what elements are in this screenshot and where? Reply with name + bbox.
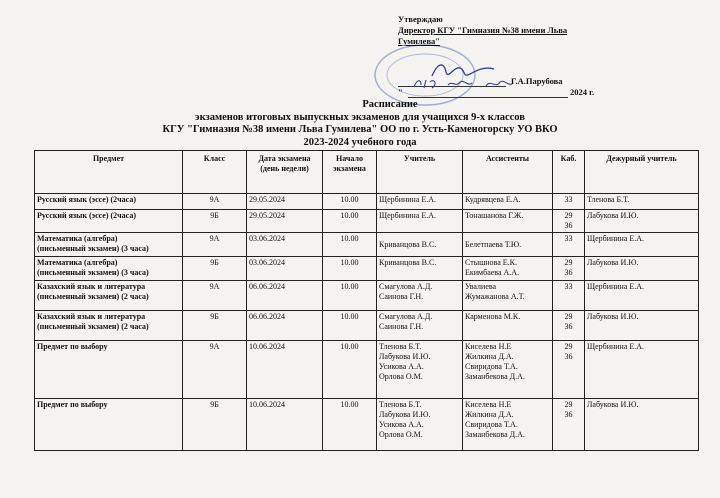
cell-cab-line: 36 — [564, 352, 573, 361]
cell-duty: Щербинина Е.А. — [585, 281, 699, 311]
cell-cab-line: 36 — [564, 268, 573, 277]
cell-date: 06.06.2024 — [247, 281, 323, 311]
cell-date: 29.05.2024 — [247, 194, 323, 210]
handwritten-date — [408, 76, 518, 92]
cell-start: 10.00 — [323, 399, 377, 451]
approval-year: 2024 г. — [570, 87, 595, 97]
cell-teacher-line: Лабукова И.Ю. — [379, 352, 431, 361]
table-row — [35, 399, 699, 451]
cell-class: 9А — [183, 281, 247, 311]
title-line-3: КГУ "Гимназия №38 имени Льва Гумилева" ОО по г. Усть-Каменогорску УО ВКО — [162, 124, 558, 135]
cell-cab — [553, 281, 585, 311]
cell-subject — [35, 194, 183, 210]
cell-teacher-line: Орлова О.М. — [379, 430, 423, 439]
cell-start: 10.00 — [323, 257, 377, 281]
cell-subject-line: Математика (алгебра) — [37, 258, 118, 267]
table-header-row — [35, 151, 699, 194]
cell-cab — [553, 399, 585, 451]
col-header-teacher: Учитель — [377, 151, 463, 194]
col-header-class: Класс — [183, 151, 247, 194]
col-header-cab: Каб. — [553, 151, 585, 194]
cell-subject-line: (письменный экзамен) (2 часа) — [37, 322, 149, 331]
cell-teacher — [377, 399, 463, 451]
cell-assistants — [463, 311, 553, 341]
cell-cab — [553, 210, 585, 233]
director-line-1: Директор КГУ "Гимназия №38 имени Льва — [398, 25, 568, 35]
cell-subject-line: Математика (алгебра) — [37, 234, 118, 243]
cell-class: 9Б — [183, 210, 247, 233]
cell-duty: Лабукова И.Ю. — [585, 399, 699, 451]
cell-subject-line: Казахский язык и литература — [37, 312, 146, 321]
cell-assistants — [463, 281, 553, 311]
cell-subject — [35, 341, 183, 399]
cell-start: 10.00 — [323, 281, 377, 311]
cell-subject-line: Предмет по выбору — [37, 342, 108, 351]
cell-cab-line: 33 — [564, 195, 573, 204]
cell-date: 10.06.2024 — [247, 341, 323, 399]
cell-teacher-line: Криванцова В.С. — [379, 239, 437, 249]
cell-subject — [35, 233, 183, 257]
cell-teacher-line: Тленова Б.Т. — [379, 342, 422, 351]
cell-subject-line: (письменный экзамен) (3 часа) — [37, 268, 149, 277]
date-rule — [408, 97, 568, 98]
cell-cab-line: 36 — [564, 410, 573, 419]
cell-teacher — [377, 257, 463, 281]
cell-assistants — [463, 341, 553, 399]
cell-class: 9Б — [183, 399, 247, 451]
cell-teacher-line: Щербинина Е.А. — [379, 211, 437, 220]
cell-cab-line: 36 — [564, 322, 573, 331]
cell-start: 10.00 — [323, 210, 377, 233]
cell-teacher-line: Лабукова И.Ю. — [379, 410, 431, 419]
cell-start: 10.00 — [323, 311, 377, 341]
cell-assistants-line: Киселева Н.Е — [465, 400, 512, 409]
cell-teacher-line: Усикова А.А. — [379, 362, 424, 371]
cell-assistants — [463, 194, 553, 210]
cell-duty: Лабукова И.Ю. — [585, 257, 699, 281]
cell-cab-line: 36 — [564, 221, 573, 230]
cell-cab-line: 29 — [564, 211, 573, 220]
approval-block — [398, 14, 698, 47]
cell-assistants-line: Тонашанова Г.Ж. — [465, 211, 524, 220]
director-line-2: Гумилева" — [398, 36, 441, 46]
cell-assistants — [463, 210, 553, 233]
cell-subject — [35, 311, 183, 341]
cell-subject-line: (письменный экзамен) (3 часа) — [37, 244, 149, 253]
cell-subject-line: Казахский язык и литература — [37, 282, 146, 291]
cell-assistants — [463, 233, 553, 257]
cell-subject-line: (письменный экзамен) (2 часа) — [37, 292, 149, 301]
cell-subject — [35, 281, 183, 311]
director-name: Г.А.Парубова — [511, 76, 563, 86]
cell-subject — [35, 257, 183, 281]
cell-subject-line: Русский язык (эссе) (2часа) — [37, 195, 136, 204]
cell-assistants-line: Карменова М.К. — [465, 312, 521, 321]
cell-cab — [553, 341, 585, 399]
cell-date: 03.06.2024 — [247, 233, 323, 257]
cell-assistants — [463, 399, 553, 451]
cell-teacher-line: Криванцова В.С. — [379, 258, 437, 267]
cell-class: 9Б — [183, 257, 247, 281]
cell-assistants-line: Екимбаева А.А. — [465, 268, 520, 277]
cell-teacher-line: Смагулова А.Д. — [379, 282, 433, 291]
cell-assistants-line: Жумажанова А.Т. — [465, 292, 525, 301]
cell-duty: Лабукова И.Ю. — [585, 311, 699, 341]
table-row — [35, 341, 699, 399]
cell-teacher-line: Саинова Г.Н. — [379, 292, 424, 301]
col-header-date: Дата экзамена (день недели) — [247, 151, 323, 194]
cell-teacher-line: Орлова О.М. — [379, 372, 423, 381]
cell-subject — [35, 399, 183, 451]
document-title — [0, 99, 720, 149]
cell-teacher — [377, 341, 463, 399]
exam-schedule-table — [34, 150, 699, 451]
cell-subject — [35, 210, 183, 233]
cell-duty: Лабукова И.Ю. — [585, 210, 699, 233]
date-open-quote: " — [398, 87, 403, 97]
col-header-assistants: Ассистенты — [463, 151, 553, 194]
approval-title: Утверждаю — [398, 14, 443, 24]
cell-teacher — [377, 210, 463, 233]
title-line-4: 2023-2024 учебного года — [303, 136, 417, 148]
col-header-start: Начало экзамена — [323, 151, 377, 194]
cell-class: 9А — [183, 194, 247, 210]
cell-teacher — [377, 281, 463, 311]
cell-teacher-line: Усикова А.А. — [379, 420, 424, 429]
cell-cab — [553, 194, 585, 210]
cell-cab-line: 29 — [564, 342, 573, 351]
cell-teacher — [377, 311, 463, 341]
cell-class: 9Б — [183, 311, 247, 341]
cell-start: 10.00 — [323, 233, 377, 257]
table-row — [35, 257, 699, 281]
cell-teacher-line: Саинова Г.Н. — [379, 322, 424, 331]
cell-assistants-line: Заманбекова Д.А. — [465, 430, 525, 439]
cell-teacher-line: Смагулова А.Д. — [379, 312, 433, 321]
title-line-1: Расписание — [362, 99, 418, 110]
cell-teacher-line: Тленова Б.Т. — [379, 400, 422, 409]
cell-date: 03.06.2024 — [247, 257, 323, 281]
cell-assistants-line: Киселева Н.Е — [465, 342, 512, 351]
cell-assistants-line: Свиридова Т.А. — [465, 362, 518, 371]
cell-date: 29.05.2024 — [247, 210, 323, 233]
cell-subject-line: Русский язык (эссе) (2часа) — [37, 211, 136, 220]
cell-assistants-line: Жилкина Д.А. — [465, 410, 514, 419]
cell-cab-line: 29 — [564, 312, 573, 321]
title-line-2: экзаменов итоговых выпускных экзаменов для учащихся 9-х классов — [195, 111, 525, 123]
cell-date: 10.06.2024 — [247, 399, 323, 451]
cell-class: 9А — [183, 341, 247, 399]
cell-date: 06.06.2024 — [247, 311, 323, 341]
cell-assistants-line: Заманбекова Д.А. — [465, 372, 525, 381]
cell-assistants-line: Свиридова Т.А. — [465, 420, 518, 429]
cell-assistants-line: Кудрявцева Е.А. — [465, 195, 521, 204]
cell-assistants-line: Увалиева — [465, 282, 497, 291]
col-header-subject: Предмет — [35, 151, 183, 194]
table-row — [35, 210, 699, 233]
table-row — [35, 281, 699, 311]
cell-cab-line: 29 — [564, 258, 573, 267]
cell-start: 10.00 — [323, 341, 377, 399]
cell-teacher-line: Щербинина Е.А. — [379, 195, 437, 204]
col-header-duty: Дежурный учитель — [585, 151, 699, 194]
cell-cab — [553, 257, 585, 281]
cell-duty: Тленова Б.Т. — [585, 194, 699, 210]
cell-cab-line: 33 — [564, 282, 573, 291]
cell-teacher — [377, 194, 463, 210]
cell-assistants-line: Белетпаева Т.Ю. — [465, 239, 522, 249]
cell-class: 9А — [183, 233, 247, 257]
table-body — [35, 194, 699, 451]
cell-cab-line: 29 — [564, 400, 573, 409]
cell-duty: Щербинина Е.А. — [585, 233, 699, 257]
cell-cab — [553, 311, 585, 341]
cell-assistants-line: Стышнова Е.К. — [465, 258, 517, 267]
cell-assistants-line: Жилкина Д.А. — [465, 352, 514, 361]
table-row — [35, 311, 699, 341]
table-row — [35, 194, 699, 210]
cell-teacher — [377, 233, 463, 257]
table-row — [35, 233, 699, 257]
cell-subject-line: Предмет по выбору — [37, 400, 108, 409]
cell-cab-line: 33 — [564, 234, 573, 243]
cell-duty: Щербинина Е.А. — [585, 341, 699, 399]
cell-cab — [553, 233, 585, 257]
cell-start: 10.00 — [323, 194, 377, 210]
cell-assistants — [463, 257, 553, 281]
